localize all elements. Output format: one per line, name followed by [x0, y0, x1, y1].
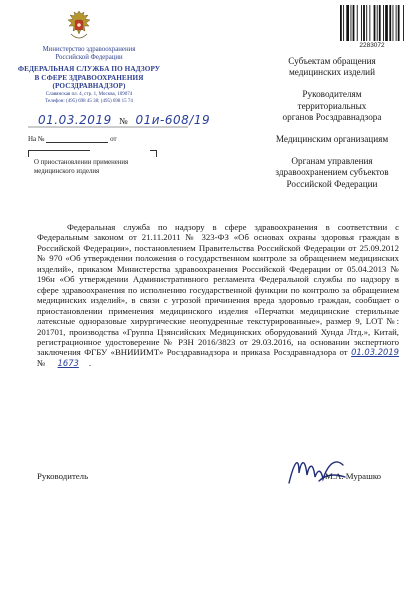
barcode-bar — [379, 5, 381, 41]
recipient-4 — [248, 156, 416, 190]
from-blank — [28, 144, 90, 151]
letter-body — [37, 222, 399, 368]
barcode-bar — [396, 5, 397, 41]
barcode-bar — [363, 5, 365, 41]
signatory-role: Руководитель — [37, 471, 89, 481]
barcode-bar — [383, 5, 384, 41]
barcode-bar — [377, 5, 378, 41]
recipients-block — [248, 56, 416, 201]
registration-line — [38, 113, 210, 127]
barcode-bar — [357, 5, 358, 41]
barcode-bar — [385, 5, 388, 41]
barcode — [340, 5, 404, 41]
barcode-number: 2283072 — [359, 42, 385, 49]
na-label: На № — [28, 135, 45, 143]
recipient-line: медицинских изделий — [288, 67, 375, 78]
order-number: 1673 — [57, 357, 79, 368]
subject — [34, 159, 154, 176]
agency-line-2: В СФЕРЕ ЗДРАВООХРАНЕНИЯ — [34, 73, 144, 82]
reference-line — [28, 135, 178, 151]
subject-line-1: О приостановлении применения — [34, 159, 129, 166]
barcode-bar — [369, 5, 370, 41]
order-date: 01.03.2019 — [351, 347, 400, 358]
registration-number-sign: № — [119, 116, 129, 126]
barcode-bar — [366, 5, 367, 41]
body-paragraph: Федеральная служба по надзору в сфере здравоохранения в соответствии с Федеральным законом от 21.11.2011 № 323-ФЗ «Об основах охраны здоровья граждан в Российской Федерации», постановлением Правительства Российской Федерации от 25.09.2012 № 970 «Об утверждении положения о государственном контроле за обращением медицинских изделий», приказом Министерства здравоохранения Российской Федерации от 05.04.2013 № 196н «Об утверждении Административного регламента Федеральной службы по надзору в сфере здравоохранения по исполнению государственной функции по контролю за обращением медицинских изделий», в связи с угрозой причинения вреда здоровью граждан, сообщает о приостановлении применения медицинского изделия «Перчатки медицинские стерильные латексные одноразовые хирургические неопудренные текстурированные», размер 9, LOT №: 201701, производства «Группа Цзянсийских Медицинских оборудований Хунда Лтд.», Китай, регистрационное удостоверение № РЗН 2016/3823 от 29.03.2016, на основании экспертного заключения ФГБУ «ВНИИИМТ» Росздравнадзора и приказа Росздравнадзора — [37, 222, 399, 358]
agency-line-3: (РОСЗДРАВНАДЗОР) — [52, 82, 126, 91]
barcode-bar — [374, 5, 376, 41]
signatory-name: М.А. Мурашко — [325, 471, 382, 481]
recipient-line: Руководителям — [302, 89, 362, 100]
recipient-line: Органам управления — [291, 156, 373, 167]
state-emblem-icon — [63, 8, 95, 44]
registration-number: 01и-608/19 — [135, 113, 211, 127]
barcode-bar — [403, 5, 404, 41]
recipient-3 — [248, 134, 416, 145]
barcode-bar — [361, 5, 362, 41]
recipient-line: здравоохранением субъектов — [275, 167, 389, 178]
barcode-bar — [346, 5, 349, 41]
registration-date: 01.03.2019 — [38, 113, 112, 127]
recipient-line: территориальных — [297, 100, 367, 111]
order-number-sign: № — [37, 357, 46, 368]
barcode-bar — [393, 5, 394, 41]
barcode-bar — [398, 5, 400, 41]
recipient-line: органов Росздравнадзора — [282, 111, 382, 122]
body-end: . — [88, 357, 92, 368]
subject-corner-left — [28, 150, 35, 157]
na-blank — [46, 136, 108, 143]
agency-line-1: ФЕДЕРАЛЬНАЯ СЛУЖБА ПО НАДЗОРУ — [17, 65, 161, 73]
recipient-line: Медицинским организациям — [275, 134, 389, 145]
from-label: от — [110, 135, 117, 143]
barcode-bar — [340, 5, 342, 41]
address-line-2: Телефон: (495) 698 45 38; (495) 698 15 74 — [45, 99, 133, 104]
registration-underline — [28, 126, 188, 128]
address-line-1: Славянская пл. 4, стр. 1, Москва, 109074 — [45, 92, 133, 97]
barcode-bar — [353, 5, 355, 41]
order-from-label: от — [339, 347, 348, 358]
subject-corner-right — [150, 150, 157, 157]
recipient-line: Российской Федерации — [286, 178, 378, 189]
subject-line-2: медицинского изделия — [34, 167, 100, 175]
barcode-bar — [389, 5, 391, 41]
recipient-1 — [248, 56, 416, 78]
barcode-bar — [351, 5, 352, 41]
recipient-2 — [248, 89, 416, 123]
ministry-line-2: Российской Федерации — [55, 54, 123, 61]
letterhead — [14, 46, 164, 91]
ministry-line-1: Министерство здравоохранения — [42, 46, 136, 53]
barcode-bar — [343, 5, 344, 41]
recipient-line: Субъектам обращения — [288, 56, 376, 66]
address-block — [14, 91, 164, 105]
